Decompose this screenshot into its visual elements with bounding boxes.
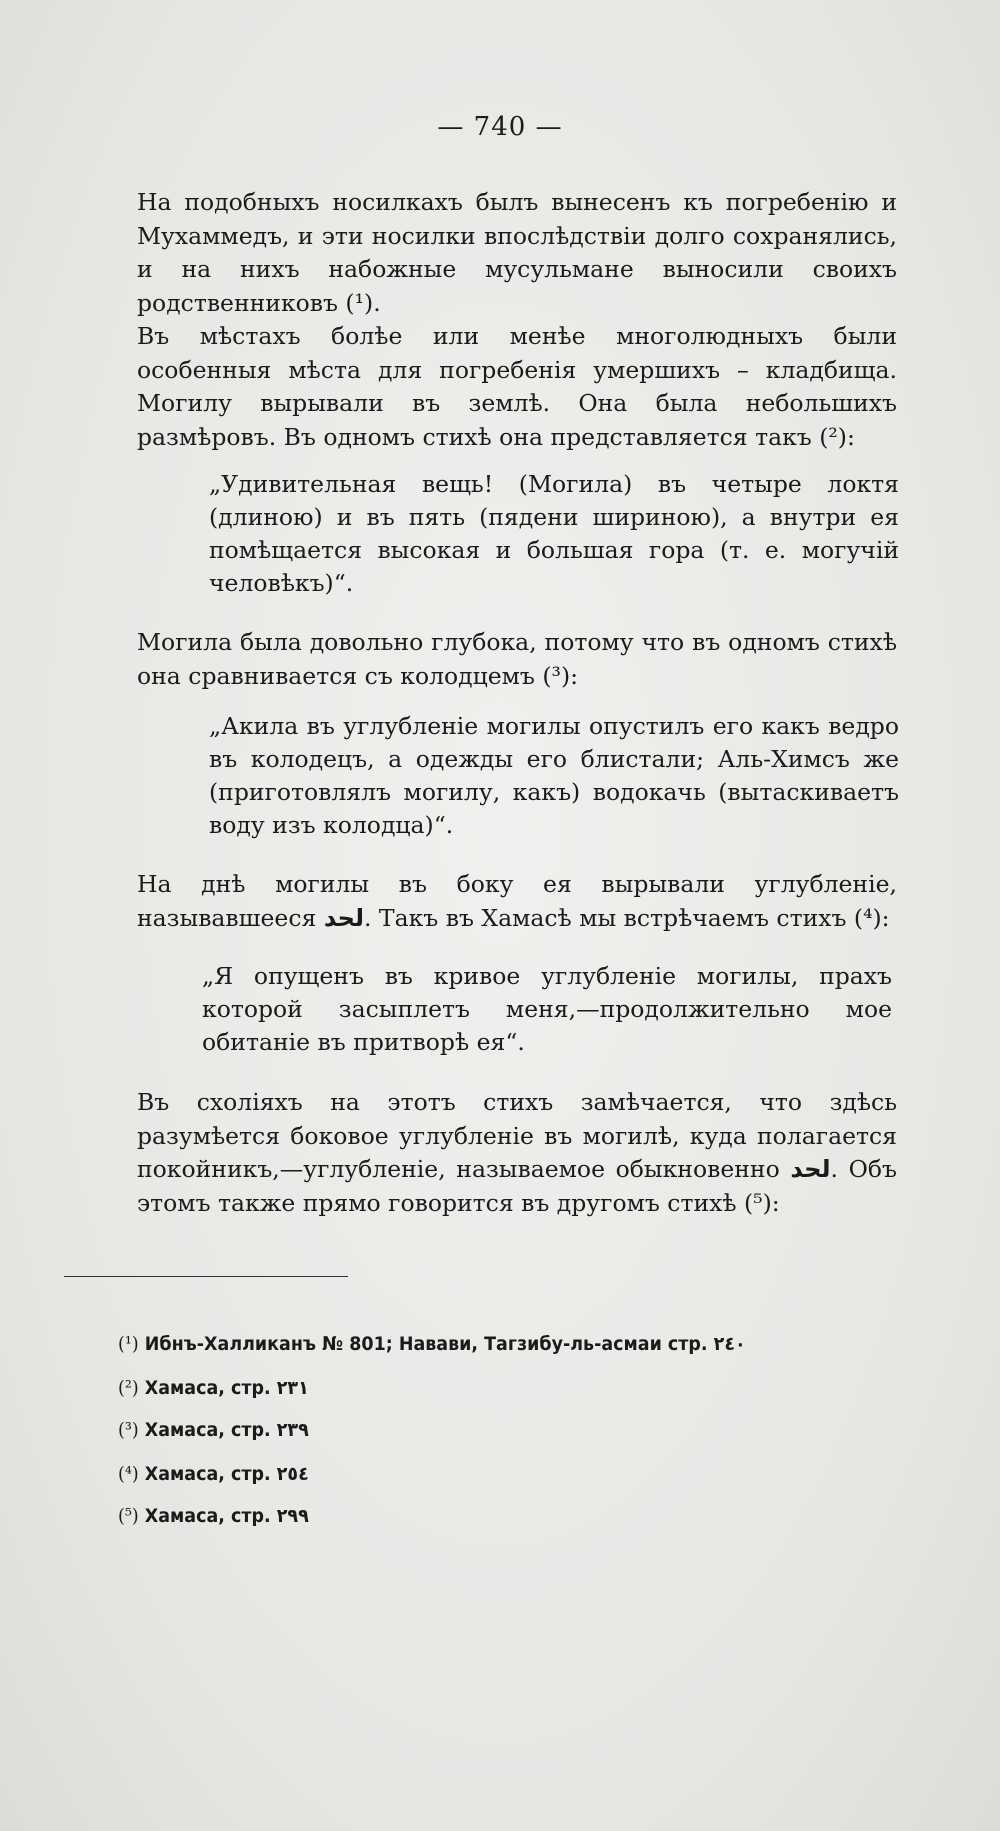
footnote-3 bbox=[118, 1418, 309, 1442]
footnote-2-mark: (²) bbox=[118, 1377, 139, 1399]
paragraph-4-part-a: На днѣ могилы въ боку ея вырывали углубленіе, называвшееся bbox=[137, 870, 897, 932]
paragraph-5 bbox=[137, 1086, 897, 1220]
footnote-2 bbox=[118, 1376, 309, 1400]
footnote-4-number: ۲٥٤ bbox=[276, 1463, 309, 1485]
footnote-3-mark: (³) bbox=[118, 1419, 139, 1441]
footnote-3-number: ۲۳۹ bbox=[276, 1419, 309, 1441]
footnote-4-text: Хамаса, стр. bbox=[144, 1463, 271, 1485]
quote-1 bbox=[209, 468, 899, 600]
paragraph-1 bbox=[137, 186, 897, 320]
footnote-3-text: Хамаса, стр. bbox=[144, 1419, 271, 1441]
footnote-4-mark: (⁴) bbox=[118, 1463, 139, 1485]
footnote-4 bbox=[118, 1462, 309, 1486]
paragraph-4 bbox=[137, 868, 897, 935]
arabic-word-lahd: لحد bbox=[323, 903, 364, 932]
paragraph-4-part-b: . Такъ въ Хамасѣ мы встрѣчаемъ стихъ (⁴): bbox=[363, 903, 890, 932]
footnote-1 bbox=[118, 1332, 746, 1356]
footnote-5-text: Хамаса, стр. bbox=[144, 1505, 271, 1527]
quote-3-text: „Я опущенъ въ кривое углубленіе могилы, прахъ которой засыплетъ меня,—продолжительно мое обитаніе въ притворѣ ея“. bbox=[202, 962, 892, 1056]
arabic-word-lahd-2: لحد bbox=[790, 1155, 831, 1183]
footnote-divider bbox=[64, 1276, 348, 1277]
paragraph-5-text bbox=[137, 1086, 897, 1220]
footnote-2-number: ۲۳۱ bbox=[276, 1377, 309, 1399]
paragraph-4-text bbox=[137, 868, 897, 935]
quote-3 bbox=[202, 960, 892, 1059]
paragraph-2 bbox=[137, 320, 897, 454]
quote-2 bbox=[209, 710, 899, 842]
quote-2-text: „Акила въ углубленіе могилы опустилъ его какъ ведро въ колодецъ, а одежды его блистали; Аль-Химсъ же (приготовлялъ могилу, какъ) водокачь (вытаскиваетъ воду изъ колодца)“. bbox=[209, 712, 899, 839]
footnote-5-mark: (⁵) bbox=[118, 1505, 139, 1527]
paragraph-5-part-a: Въ схоліяхъ на этотъ стихъ замѣчается, что здѣсь разумѣется боковое углубленіе въ могилѣ, куда полагается покойникъ,—углубленіе, называемое обыкновенно bbox=[137, 1088, 897, 1183]
paragraph-2-text: Въ мѣстахъ болѣе или менѣе многолюдныхъ были особенныя мѣста для погребенія умершихъ – кладбища. Могилу вырывали въ землѣ. Она была небольшихъ размѣровъ. Въ одномъ стихѣ она представляется такъ (²): bbox=[137, 322, 897, 451]
footnote-1-mark: (¹) bbox=[118, 1333, 139, 1355]
footnote-5-number: ۲۹۹ bbox=[276, 1505, 309, 1527]
footnote-2-text: Хамаса, стр. bbox=[144, 1377, 271, 1399]
quote-1-text: „Удивительная вещь! (Могила) въ четыре локтя (длиною) и въ пять (пядени шириною), а внутри ея помѣщается высокая и большая гора (т. е. могучій человѣкъ)“. bbox=[209, 470, 899, 597]
page-number: — 740 — bbox=[437, 112, 563, 142]
paragraph-1-text: На подобныхъ носилкахъ былъ вынесенъ къ погребенію и Мухаммедъ, и эти носилки впослѣдствіи долго сохранялись, и на нихъ набожные мусульмане выносили своихъ родственниковъ (¹). bbox=[137, 188, 897, 317]
paragraph-3 bbox=[137, 626, 897, 693]
paragraph-3-text: Могила была довольно глубока, потому что въ одномъ стихѣ она сравнивается съ колодцемъ (³): bbox=[137, 628, 897, 690]
footnote-5 bbox=[118, 1504, 309, 1528]
footnote-1-text: Ибнъ-Халликанъ № 801; Навави, Тагзибу-ль-асмаи стр. bbox=[144, 1333, 708, 1355]
footnote-1-number: ۲٤٠ bbox=[713, 1333, 746, 1355]
paragraph-5-part-b: . Объ этомъ также прямо говорится въ другомъ стихѣ (⁵): bbox=[137, 1155, 897, 1217]
